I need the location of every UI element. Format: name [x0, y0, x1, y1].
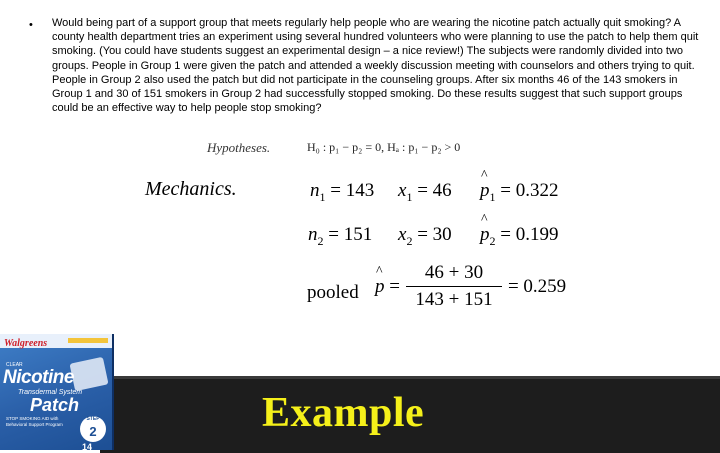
pooled-denominator: 143 + 151 — [415, 289, 493, 310]
p1-var: ^ p — [480, 180, 490, 202]
x2-var: x — [398, 224, 407, 245]
p2-value: 0.199 — [515, 224, 559, 245]
pooled-fraction — [406, 262, 502, 311]
n2-equation: $n_2 = 151$ — [308, 224, 373, 248]
n2-value: 151 — [343, 224, 373, 245]
box-brand: Walgreens — [4, 338, 48, 349]
n1-var: n — [310, 180, 320, 201]
bullet-marker: • — [29, 19, 33, 31]
n1-value: 143 — [345, 180, 375, 201]
p1-equation: ^ $p_1 = 0.322$ — [480, 180, 558, 205]
box-subtitle: CLEAR — [6, 362, 23, 368]
x1-var: x — [398, 180, 407, 201]
n2-var: n — [308, 224, 318, 245]
pooled-var: ^ p — [375, 276, 385, 298]
box-promo-strip — [68, 338, 108, 343]
box-name-patch: Patch — [30, 395, 80, 415]
x1-equation: $x_1 = 46$ — [398, 180, 452, 204]
pooled-label: pooled — [307, 282, 359, 303]
nicotine-patch-box-image — [0, 334, 114, 450]
p2-equation: ^ $p_2 = 0.199$ — [480, 224, 558, 249]
p2-var: ^ p — [480, 224, 490, 246]
hypotheses-equation — [307, 140, 460, 155]
box-description: STOP SMOKING AID with Behavioral Support Program — [6, 416, 63, 427]
alternative-hypothesis: Hₐ : p₁ − p₂ > 0 — [387, 140, 461, 154]
pooled-equation: ^ p = $\frac{46 + 30}{143 + 151}$ = 0.259 — [375, 262, 566, 311]
step-number: 2 — [89, 424, 97, 439]
n1-equation: $n_1 = 143$ — [310, 180, 375, 204]
x1-value: 46 — [432, 180, 452, 201]
null-hypothesis: H₀ : p₁ − p₂ = 0, — [307, 140, 385, 154]
slide-title: Example — [262, 390, 425, 436]
box-count: 14 — [82, 442, 93, 450]
pooled-result: = 0.259 — [507, 275, 567, 297]
hypotheses-label: Hypotheses. — [207, 140, 271, 155]
patch-illustration-icon — [69, 357, 108, 391]
problem-statement: Would being part of a support group that meets regularly help people who are wearing the nicotine patch actually quit smoking? A county health department tries an experiment using several hundred volunteers who were planning to use the patch to help them quit smoking. (You could have students suggest an experimental design – a nice review!) The subjects were randomly divided into two groups. People in Group 1 were given the patch and attended a weekly discussion meeting with counselors and others trying to quit. People in Group 2 also used the patch but did not participate in the counseling groups. After six months 46 of the 143 smokers in Group 1 and 30 of 151 smokers in Group 2 had successfully stopped smoking. Do these results suggest that such support groups could be an effective way to help people stop smoking? — [52, 17, 699, 115]
x2-equation: $x_2 = 30$ — [398, 224, 452, 248]
x2-value: 30 — [432, 224, 452, 245]
box-name-nicotine: Nicotine — [3, 367, 74, 388]
box-step-badge — [80, 416, 106, 442]
pooled-numerator: 46 + 30 — [424, 262, 484, 283]
mechanics-label: Mechanics. — [145, 178, 237, 200]
box-name-transdermal: Transdermal System — [18, 389, 83, 396]
p1-value: 0.322 — [515, 180, 559, 201]
step-label: STEP — [86, 416, 100, 422]
